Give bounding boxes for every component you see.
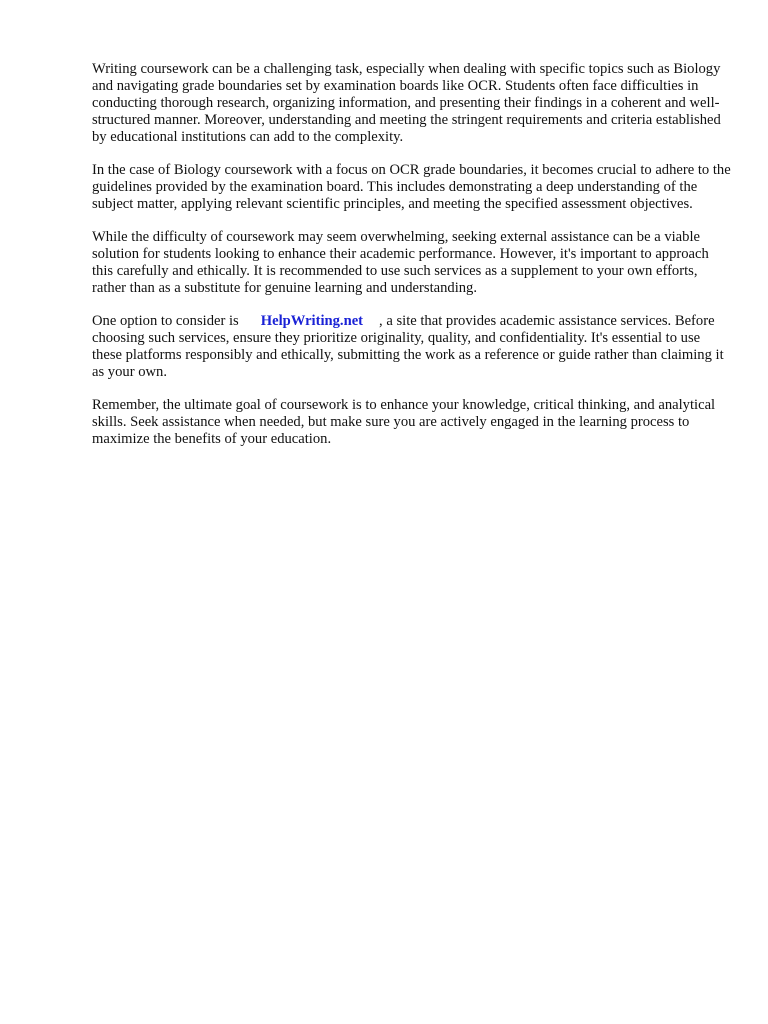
paragraph-helpwriting-lead: One option to consider is [92,313,239,329]
paragraph-external-assistance: While the difficulty of coursework may seem overwhelming, seeking external assistance can be a viable solution for students looking to enhance their academic performance. However, it's important to approach this carefully and ethically. It is recommended to use such services as a supplement to your own efforts, rather than as a substitute for genuine learning and understanding. [92,229,709,296]
paragraph-helpwriting-rest: , a site that provides academic assistance services. Before choosing such services, ensure they prioritize originality, quality, and confidentiality. It's essential to use these platforms responsibly and ethically, submitting the work as a reference or guide rather than claiming it as your own. [92,313,724,380]
helpwriting-link[interactable]: HelpWriting.net [260,313,364,329]
paragraph-conclusion: Remember, the ultimate goal of coursework is to enhance your knowledge, critical thinking, and analytical skills. Seek assistance when needed, but make sure you are actively engaged in the learning process to maximize the benefits of your education. [92,397,716,447]
paragraph-helpwriting [92,313,732,381]
document-body [92,61,732,464]
paragraph-intro: Writing coursework can be a challenging task, especially when dealing with specific topics such as Biology and navigating grade boundaries set by examination boards like OCR. Students often face difficulties in conducting thorough research, organizing information, and presenting their findings in a coherent and well-structured manner. Moreover, understanding and meeting the stringent requirements and criteria established by educational institutions can add to the complexity. [92,61,721,145]
paragraph-ocr-guidelines: In the case of Biology coursework with a focus on OCR grade boundaries, it becomes crucial to adhere to the guidelines provided by the examination board. This includes demonstrating a deep understanding of the subject matter, applying relevant scientific principles, and meeting the specified assessment objectives. [92,162,731,212]
